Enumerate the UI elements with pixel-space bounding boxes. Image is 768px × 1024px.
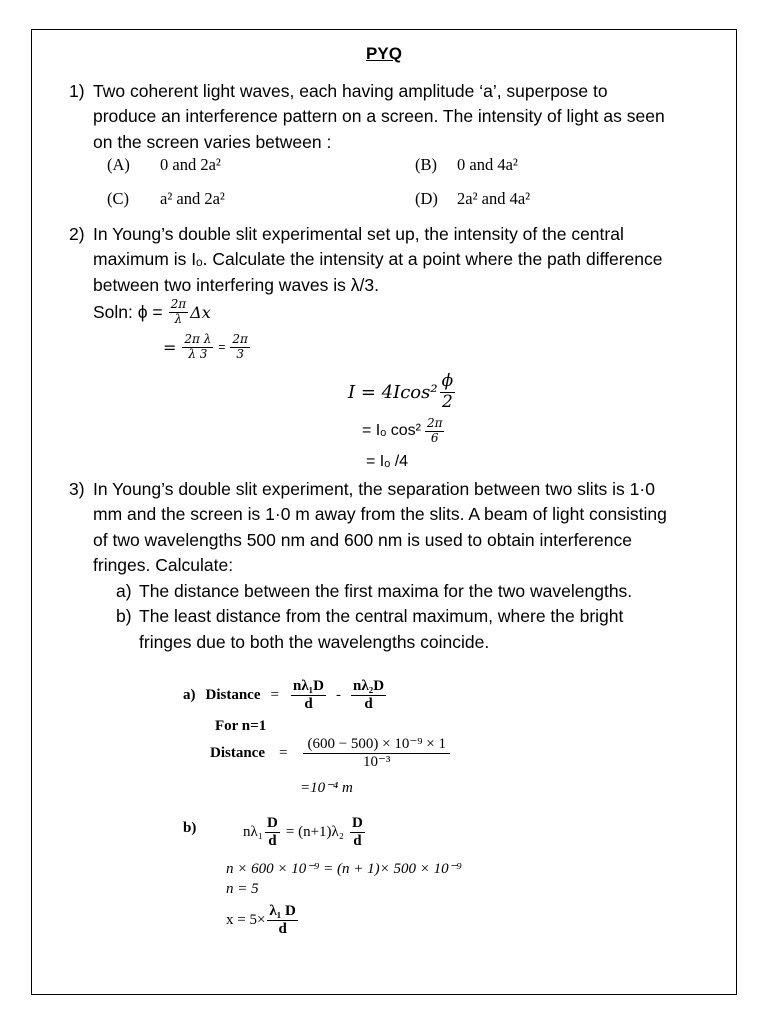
solution-phi — [93, 298, 211, 327]
question-text: on the screen varies between : — [93, 132, 332, 152]
question-text: of two wavelengths 500 nm and 600 nm is used to obtain interference — [93, 530, 632, 550]
part-label: a) — [183, 687, 196, 704]
numerator: ϕ — [441, 371, 454, 391]
fraction — [291, 678, 326, 714]
equals-sign: = — [270, 687, 279, 704]
fraction — [303, 736, 450, 772]
numerator: nλ₂D — [351, 678, 386, 696]
option-label: (D) — [415, 189, 438, 208]
equation-line: n × 600 × 10⁻⁹ = (n + 1)× 500 × 10⁻⁹ — [226, 861, 462, 877]
numerator: D — [265, 815, 280, 833]
solution-step — [163, 333, 252, 362]
question-text: fringes. Calculate: — [93, 555, 234, 575]
fraction — [265, 815, 280, 851]
fraction — [230, 333, 250, 362]
question-text: mm and the screen is 1·0 m away from the slits. A beam of light consisting — [93, 504, 667, 524]
fraction — [169, 298, 189, 327]
fraction — [440, 372, 456, 412]
distance-formula — [183, 678, 388, 714]
intensity-step — [362, 417, 446, 446]
numerator: 2π λ — [184, 332, 212, 346]
formula-lhs: = Iₒ cos² — [362, 422, 421, 440]
delta-x: Δx — [190, 302, 211, 322]
numerator: 2π — [170, 297, 187, 311]
distance-label: Distance — [210, 745, 265, 762]
part-text: fringes due to both the wavelengths coincide. — [139, 632, 490, 652]
part-label: b) — [116, 606, 132, 626]
denominator: d — [268, 833, 277, 850]
coincide-equation — [243, 815, 367, 851]
formula-lhs: I = 4Icos² — [348, 381, 438, 403]
denominator: λ — [174, 311, 183, 326]
denominator: 2 — [441, 391, 453, 412]
part-text: The least distance from the central maximum, where the bright — [139, 606, 624, 626]
equation-middle: = (n+1)λ₂ — [285, 824, 345, 841]
option-text: 2a² and 4a² — [457, 189, 531, 208]
part-text: The distance between the first maxima for the two wavelengths. — [139, 581, 633, 601]
part-label: b) — [183, 820, 197, 836]
question-text: In Young’s double slit experimental set up, the intensity of the central — [93, 224, 624, 244]
numerator: (600 − 500) × 10⁻⁹ × 1 — [303, 736, 450, 754]
denominator: d — [278, 921, 287, 938]
question-number: 2) — [69, 224, 85, 244]
lhs-prefix: nλ₁ — [243, 824, 264, 841]
denominator: λ 3 — [188, 346, 208, 361]
numerator: λ₁ D — [267, 903, 297, 921]
distance-calculation — [210, 736, 452, 772]
numerator: D — [350, 815, 365, 833]
intensity-formula — [348, 372, 457, 412]
x-prefix: x = 5× — [226, 912, 266, 929]
equals-sign: = — [279, 745, 288, 762]
for-n-label: For n=1 — [215, 718, 267, 734]
numerator: nλ₁D — [291, 678, 326, 696]
question-text: In Young’s double slit experiment, the separation between two slits is 1·0 — [93, 479, 655, 499]
option-text: 0 and 2a² — [160, 155, 221, 174]
question-text: between two interfering waves is λ/3. — [93, 275, 379, 295]
distance-label: Distance — [205, 687, 261, 704]
denominator: 3 — [236, 346, 244, 361]
fraction — [182, 333, 213, 362]
option-label: (C) — [107, 189, 129, 208]
option-text: a² and 2a² — [160, 189, 225, 208]
option-label: (A) — [107, 155, 130, 174]
question-number: 1) — [69, 81, 85, 101]
numerator: 2π — [232, 332, 248, 346]
denominator: 10⁻³ — [363, 754, 391, 771]
question-text: maximum is Iₒ. Calculate the intensity at a point where the path difference — [93, 249, 663, 269]
question-number: 3) — [69, 479, 85, 499]
intensity-result: = Iₒ /4 — [366, 453, 409, 470]
option-label: (B) — [415, 155, 437, 174]
equals-sign: = — [218, 340, 226, 355]
equation-line: n = 5 — [226, 881, 259, 897]
question-text: produce an interference pattern on a screen. The intensity of light as seen — [93, 106, 665, 126]
denominator: 6 — [430, 430, 439, 445]
fraction — [267, 903, 297, 939]
fraction — [350, 815, 365, 851]
distance-result: =10⁻⁴ m — [300, 780, 353, 796]
fraction — [351, 678, 386, 714]
equals-sign: = — [163, 337, 177, 357]
page-title: PYQ — [366, 44, 402, 63]
part-label: a) — [116, 581, 132, 601]
option-text: 0 and 4a² — [457, 155, 518, 174]
numerator: 2π — [426, 416, 443, 430]
soln-label: Soln: ϕ = — [93, 301, 163, 322]
question-text: Two coherent light waves, each having amplitude ‘a’, superpose to — [93, 81, 608, 101]
denominator: d — [353, 833, 362, 850]
minus-sign: - — [336, 687, 342, 704]
fraction — [425, 417, 445, 446]
denominator: d — [364, 696, 373, 713]
denominator: d — [304, 696, 313, 713]
x-formula — [226, 903, 300, 939]
